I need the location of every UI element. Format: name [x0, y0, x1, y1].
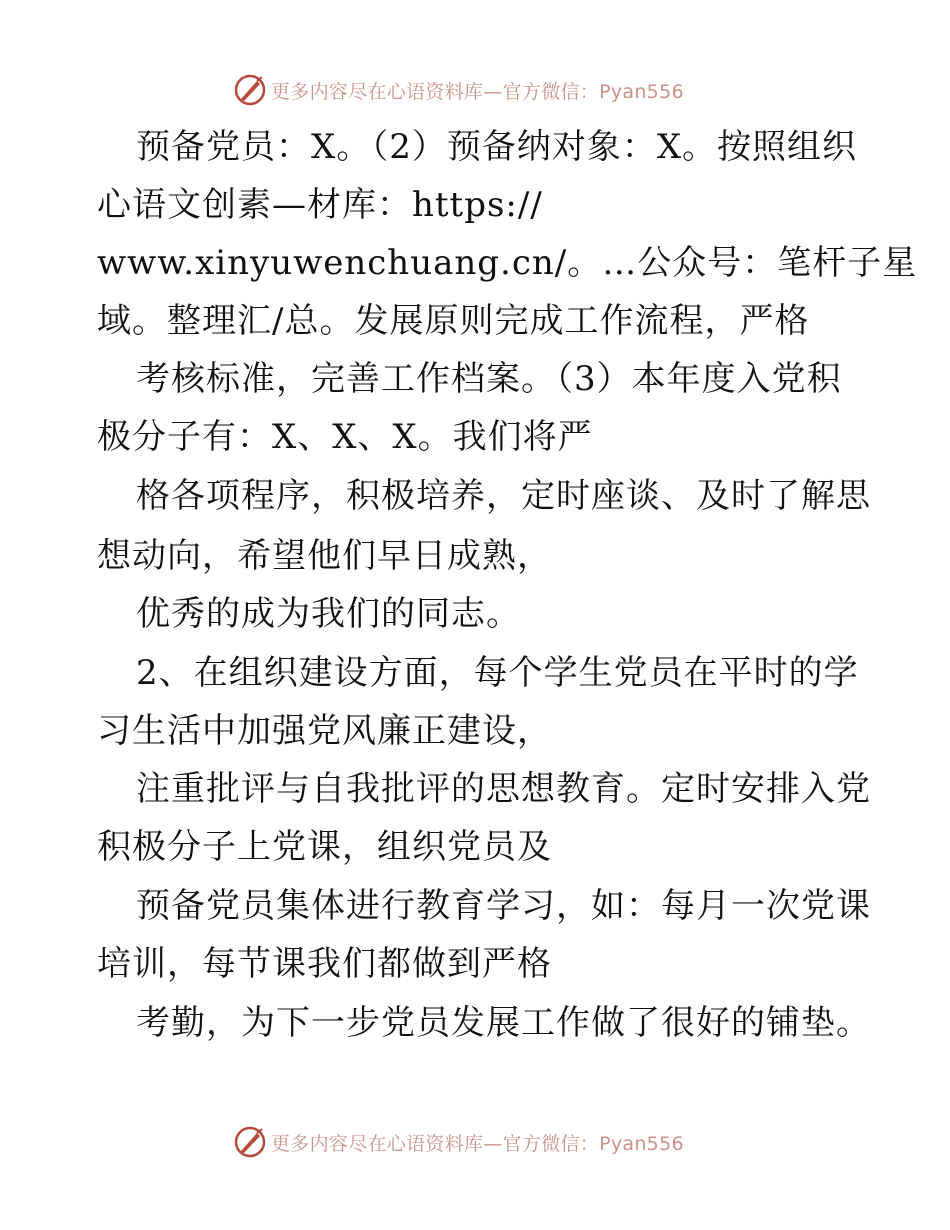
- watermark-text: 更多内容尽在心语资料库—官方微信：Pyan556: [271, 1132, 684, 1155]
- text-line: 培训，每节课我们都做到严格: [97, 944, 552, 984]
- text-line: 极分子有：X、X、X。我们将严: [97, 417, 593, 457]
- text-line: 习生活中加强党风廉正建设，: [97, 711, 552, 751]
- watermark-text: 更多内容尽在心语资料库—官方微信：Pyan556: [271, 80, 684, 103]
- text-line: 域。整理汇/总。发展原则完成工作流程，严格: [97, 301, 810, 341]
- text-line: 预备党员集体进行教育学习，如：每月一次党课: [136, 886, 871, 926]
- text-line: 2、在组织建设方面，每个学生党员在平时的学: [136, 653, 859, 693]
- text-line: 格各项程序，积极培养，定时座谈、及时了解思: [136, 476, 871, 516]
- text-line: 想动向，希望他们早日成熟，: [97, 536, 552, 576]
- text-line: 优秀的成为我们的同志。: [136, 594, 521, 634]
- footer-watermark: [233, 1124, 684, 1160]
- text-line: 注重批评与自我批评的思想教育。定时安排入党: [136, 769, 871, 809]
- text-line: 考核标准，完善工作档案。（3）本年度入党积: [136, 359, 842, 399]
- text-line: www.xinyuwenchuang.cn/。…公众号：笔杆子星: [97, 243, 918, 283]
- text-line: 心语文创素—材库：https://: [97, 185, 543, 225]
- quill-pen-circle-logo: [233, 1125, 267, 1159]
- text-line: 积极分子上党课，组织党员及: [97, 827, 552, 867]
- text-line: 预备党员：X。（2）预备纳对象：X。按照组织: [136, 127, 858, 167]
- text-line: 考勤，为下一步党员发展工作做了很好的铺垫。: [136, 1003, 871, 1043]
